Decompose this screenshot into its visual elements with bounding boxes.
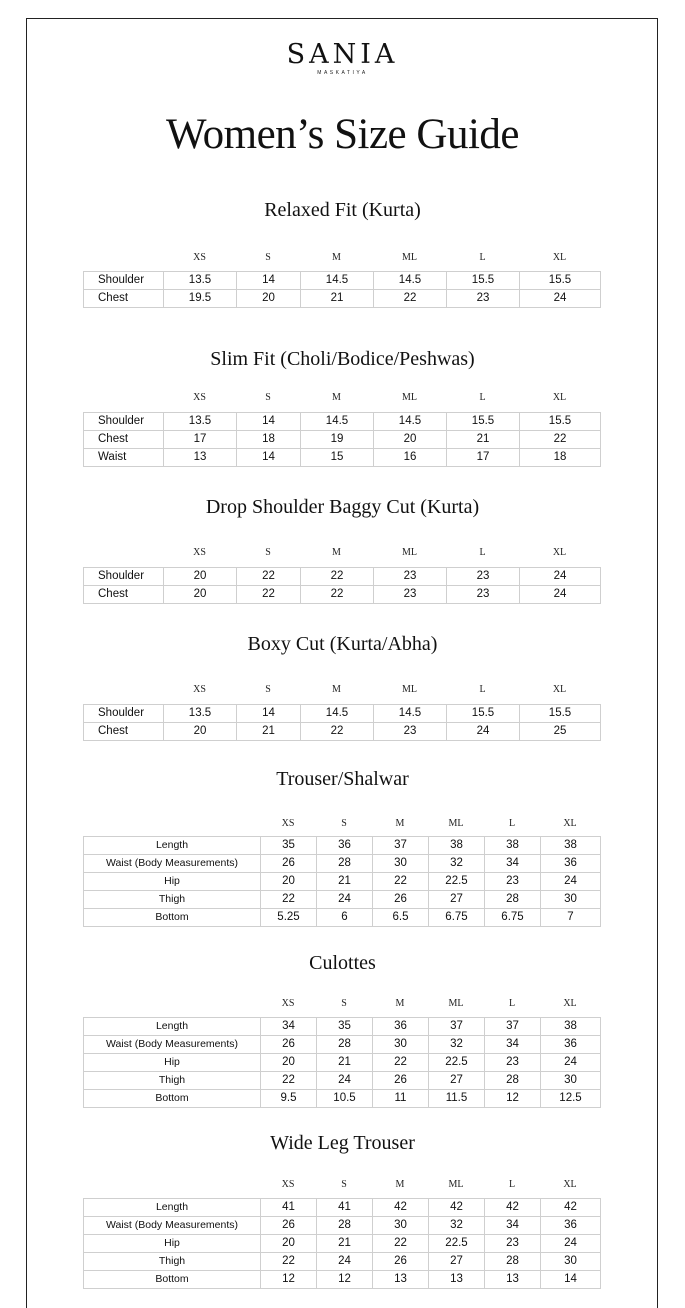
table-cell: 30: [373, 1217, 429, 1235]
table-cell: 14.5: [374, 413, 447, 431]
table-cell: 20: [237, 290, 301, 308]
table-cell: 23: [374, 723, 447, 741]
table-cell: 23: [485, 1054, 541, 1072]
size-header-l: L: [479, 252, 486, 263]
table-cell: 37: [429, 1018, 485, 1036]
table-row: [84, 586, 601, 604]
brand-name: SANIA: [286, 39, 399, 70]
size-header-m: M: [395, 818, 405, 829]
size-table: [83, 1198, 601, 1289]
table-cell: 24: [541, 873, 601, 891]
size-table: [83, 271, 601, 308]
table-cell: 27: [429, 1072, 485, 1090]
table-cell: 21: [301, 290, 374, 308]
table-cell: 35: [261, 837, 317, 855]
row-label: Shoulder: [84, 705, 164, 723]
size-header-s: S: [341, 818, 347, 829]
table-cell: 20: [261, 1235, 317, 1253]
table-row: [84, 1036, 601, 1054]
table-cell: 36: [541, 855, 601, 873]
table-row: [84, 431, 601, 449]
table-cell: 30: [541, 1072, 601, 1090]
size-header-m: M: [332, 684, 341, 695]
row-label: Length: [84, 1199, 261, 1217]
table-cell: 37: [485, 1018, 541, 1036]
table-cell: 32: [429, 1217, 485, 1235]
table-cell: 36: [373, 1018, 429, 1036]
table-cell: 6.75: [485, 909, 541, 927]
section-title: Wide Leg Trouser: [270, 1132, 415, 1154]
table-cell: 32: [429, 855, 485, 873]
table-cell: 30: [541, 891, 601, 909]
row-label: Chest: [84, 586, 164, 604]
size-header-l: L: [479, 684, 486, 695]
table-cell: 30: [373, 855, 429, 873]
row-label: Bottom: [84, 1090, 261, 1108]
table-cell: 22: [373, 1235, 429, 1253]
size-header-xl: XL: [563, 998, 577, 1009]
table-cell: 21: [237, 723, 301, 741]
table-cell: 14: [237, 413, 301, 431]
row-label: Length: [84, 1018, 261, 1036]
row-label: Waist (Body Measurements): [84, 1217, 261, 1235]
table-row: [84, 1090, 601, 1108]
table-cell: 20: [261, 873, 317, 891]
size-header-xs: XS: [281, 1179, 295, 1190]
size-header-xs: XS: [193, 252, 206, 263]
row-label: Bottom: [84, 1271, 261, 1289]
table-cell: 12: [261, 1271, 317, 1289]
table-cell: 30: [373, 1036, 429, 1054]
table-cell: 21: [317, 873, 373, 891]
table-cell: 34: [485, 1217, 541, 1235]
size-header-xs: XS: [193, 684, 206, 695]
table-cell: 36: [541, 1036, 601, 1054]
table-cell: 32: [429, 1036, 485, 1054]
table-cell: 19.5: [164, 290, 237, 308]
table-row: [84, 837, 601, 855]
size-header-l: L: [508, 1179, 516, 1190]
size-header-s: S: [341, 1179, 347, 1190]
table-cell: 22: [237, 586, 301, 604]
table-cell: 19: [301, 431, 374, 449]
size-header-xl: XL: [552, 252, 567, 263]
size-header-m: M: [332, 547, 341, 558]
table-cell: 26: [261, 855, 317, 873]
table-cell: 24: [317, 1072, 373, 1090]
table-row: [84, 1018, 601, 1036]
table-row: [84, 891, 601, 909]
table-cell: 22: [261, 891, 317, 909]
table-cell: 15.5: [447, 272, 520, 290]
table-cell: 21: [447, 431, 520, 449]
table-cell: 21: [317, 1054, 373, 1072]
table-row: [84, 568, 601, 586]
table-cell: 23: [485, 873, 541, 891]
table-cell: 22: [237, 568, 301, 586]
table-row: [84, 290, 601, 308]
table-cell: 18: [520, 449, 601, 467]
size-header-xs: XS: [193, 392, 206, 403]
table-cell: 7: [541, 909, 601, 927]
table-cell: 42: [373, 1199, 429, 1217]
table-cell: 20: [261, 1054, 317, 1072]
table-cell: 36: [317, 837, 373, 855]
row-label: Length: [84, 837, 261, 855]
table-cell: 15.5: [520, 705, 601, 723]
row-label: Hip: [84, 873, 261, 891]
table-cell: 14: [237, 449, 301, 467]
size-table: [83, 412, 601, 467]
size-header-l: L: [479, 392, 486, 403]
table-cell: 20: [164, 586, 237, 604]
table-cell: 23: [447, 586, 520, 604]
table-cell: 9.5: [261, 1090, 317, 1108]
row-label: Hip: [84, 1235, 261, 1253]
table-cell: 14.5: [301, 272, 374, 290]
size-header-s: S: [265, 392, 271, 403]
table-row: [84, 1235, 601, 1253]
table-cell: 22: [374, 290, 447, 308]
table-cell: 13: [485, 1271, 541, 1289]
table-cell: 12: [485, 1090, 541, 1108]
table-cell: 22: [261, 1072, 317, 1090]
size-table: [83, 836, 601, 927]
table-cell: 15: [301, 449, 374, 467]
table-cell: 22.5: [429, 873, 485, 891]
section-title: Drop Shoulder Baggy Cut (Kurta): [205, 496, 480, 518]
table-cell: 10.5: [317, 1090, 373, 1108]
table-cell: 26: [261, 1217, 317, 1235]
size-header-ml: ML: [402, 252, 417, 263]
size-header-l: L: [479, 547, 486, 558]
table-row: [84, 1054, 601, 1072]
table-cell: 26: [373, 1072, 429, 1090]
size-header-xl: XL: [563, 1179, 577, 1190]
row-label: Thigh: [84, 1072, 261, 1090]
size-header-ml: ML: [402, 392, 417, 403]
table-cell: 23: [485, 1235, 541, 1253]
table-cell: 23: [447, 290, 520, 308]
table-row: [84, 873, 601, 891]
size-header-m: M: [332, 392, 341, 403]
row-label: Shoulder: [84, 272, 164, 290]
table-cell: 23: [447, 568, 520, 586]
row-label: Hip: [84, 1054, 261, 1072]
size-header-s: S: [265, 684, 271, 695]
size-header-s: S: [341, 998, 347, 1009]
table-cell: 23: [374, 568, 447, 586]
table-cell: 28: [485, 891, 541, 909]
size-header-ml: ML: [402, 547, 417, 558]
table-cell: 28: [317, 855, 373, 873]
size-header-xs: XS: [281, 998, 295, 1009]
table-cell: 15.5: [520, 272, 601, 290]
section-title: Slim Fit (Choli/Bodice/Peshwas): [210, 348, 475, 370]
size-header-xl: XL: [552, 547, 567, 558]
size-header-ml: ML: [402, 684, 417, 695]
table-cell: 14: [237, 272, 301, 290]
size-header-xl: XL: [552, 684, 567, 695]
table-cell: 27: [429, 891, 485, 909]
table-cell: 22: [261, 1253, 317, 1271]
table-row: [84, 1253, 601, 1271]
size-header-m: M: [395, 998, 405, 1009]
section-title: Relaxed Fit (Kurta): [264, 199, 421, 221]
table-cell: 37: [373, 837, 429, 855]
table-cell: 41: [317, 1199, 373, 1217]
table-cell: 15.5: [520, 413, 601, 431]
size-header-ml: ML: [448, 818, 464, 829]
table-cell: 14.5: [374, 272, 447, 290]
row-label: Thigh: [84, 1253, 261, 1271]
section-title: Trouser/Shalwar: [276, 768, 409, 790]
size-header-s: S: [265, 547, 271, 558]
table-cell: 16: [374, 449, 447, 467]
size-header-xs: XS: [281, 818, 295, 829]
table-cell: 14.5: [301, 413, 374, 431]
table-cell: 42: [485, 1199, 541, 1217]
table-cell: 22.5: [429, 1054, 485, 1072]
table-row: [84, 1072, 601, 1090]
size-header-m: M: [332, 252, 341, 263]
table-cell: 41: [261, 1199, 317, 1217]
size-header-xl: XL: [552, 392, 567, 403]
table-cell: 24: [520, 568, 601, 586]
table-cell: 38: [541, 1018, 601, 1036]
table-cell: 42: [541, 1199, 601, 1217]
table-cell: 22: [373, 1054, 429, 1072]
table-cell: 22: [301, 723, 374, 741]
table-row: [84, 272, 601, 290]
row-label: Chest: [84, 290, 164, 308]
table-cell: 27: [429, 1253, 485, 1271]
table-cell: 14.5: [374, 705, 447, 723]
size-table: [83, 1017, 601, 1108]
table-cell: 26: [373, 1253, 429, 1271]
brand-logo: [0, 40, 685, 76]
table-row: [84, 1271, 601, 1289]
table-cell: 22: [301, 568, 374, 586]
size-header-xs: XS: [193, 547, 206, 558]
size-header-s: S: [265, 252, 271, 263]
row-label: Shoulder: [84, 568, 164, 586]
table-cell: 13: [429, 1271, 485, 1289]
table-cell: 17: [447, 449, 520, 467]
table-cell: 24: [520, 290, 601, 308]
table-cell: 6.75: [429, 909, 485, 927]
table-cell: 38: [429, 837, 485, 855]
table-cell: 24: [317, 891, 373, 909]
row-label: Chest: [84, 431, 164, 449]
table-cell: 30: [541, 1253, 601, 1271]
row-label: Bottom: [84, 909, 261, 927]
table-row: [84, 909, 601, 927]
row-label: Shoulder: [84, 413, 164, 431]
table-cell: 42: [429, 1199, 485, 1217]
table-cell: 22: [520, 431, 601, 449]
table-cell: 38: [541, 837, 601, 855]
table-row: [84, 1217, 601, 1235]
size-header-l: L: [508, 818, 516, 829]
table-row: [84, 413, 601, 431]
brand-subname: MASKATIYA: [317, 70, 368, 76]
table-cell: 12: [317, 1271, 373, 1289]
table-cell: 24: [317, 1253, 373, 1271]
size-header-xl: XL: [563, 818, 577, 829]
table-cell: 28: [485, 1072, 541, 1090]
table-cell: 24: [541, 1235, 601, 1253]
table-cell: 23: [374, 586, 447, 604]
table-cell: 14.5: [301, 705, 374, 723]
table-cell: 28: [317, 1217, 373, 1235]
row-label: Thigh: [84, 891, 261, 909]
section-title: Boxy Cut (Kurta/Abha): [247, 633, 438, 655]
table-cell: 11.5: [429, 1090, 485, 1108]
table-cell: 22: [373, 873, 429, 891]
table-cell: 36: [541, 1217, 601, 1235]
table-cell: 6: [317, 909, 373, 927]
table-row: [84, 705, 601, 723]
size-header-l: L: [508, 998, 516, 1009]
table-cell: 13.5: [164, 413, 237, 431]
table-cell: 35: [317, 1018, 373, 1036]
table-cell: 11: [373, 1090, 429, 1108]
table-cell: 28: [317, 1036, 373, 1054]
table-cell: 17: [164, 431, 237, 449]
row-label: Waist (Body Measurements): [84, 855, 261, 873]
section-title: Culottes: [309, 952, 376, 974]
table-cell: 25: [520, 723, 601, 741]
table-cell: 24: [520, 586, 601, 604]
table-cell: 34: [485, 855, 541, 873]
table-row: [84, 449, 601, 467]
table-cell: 20: [164, 568, 237, 586]
table-cell: 18: [237, 431, 301, 449]
table-cell: 5.25: [261, 909, 317, 927]
page-title: Women’s Size Guide: [166, 111, 519, 158]
table-cell: 24: [541, 1054, 601, 1072]
table-cell: 15.5: [447, 413, 520, 431]
table-cell: 12.5: [541, 1090, 601, 1108]
table-cell: 24: [447, 723, 520, 741]
table-cell: 13: [164, 449, 237, 467]
table-cell: 22.5: [429, 1235, 485, 1253]
table-row: [84, 855, 601, 873]
table-cell: 26: [373, 891, 429, 909]
table-cell: 14: [541, 1271, 601, 1289]
size-table: [83, 704, 601, 741]
table-cell: 20: [164, 723, 237, 741]
size-table: [83, 567, 601, 604]
row-label: Waist: [84, 449, 164, 467]
table-cell: 22: [301, 586, 374, 604]
table-cell: 13.5: [164, 705, 237, 723]
table-cell: 34: [485, 1036, 541, 1054]
table-cell: 13.5: [164, 272, 237, 290]
table-cell: 26: [261, 1036, 317, 1054]
size-header-ml: ML: [448, 1179, 464, 1190]
size-header-ml: ML: [448, 998, 464, 1009]
size-header-m: M: [395, 1179, 405, 1190]
row-label: Waist (Body Measurements): [84, 1036, 261, 1054]
table-row: [84, 1199, 601, 1217]
table-cell: 15.5: [447, 705, 520, 723]
table-cell: 38: [485, 837, 541, 855]
table-cell: 6.5: [373, 909, 429, 927]
table-cell: 28: [485, 1253, 541, 1271]
table-cell: 13: [373, 1271, 429, 1289]
table-cell: 20: [374, 431, 447, 449]
table-cell: 21: [317, 1235, 373, 1253]
table-row: [84, 723, 601, 741]
table-cell: 14: [237, 705, 301, 723]
table-cell: 34: [261, 1018, 317, 1036]
row-label: Chest: [84, 723, 164, 741]
